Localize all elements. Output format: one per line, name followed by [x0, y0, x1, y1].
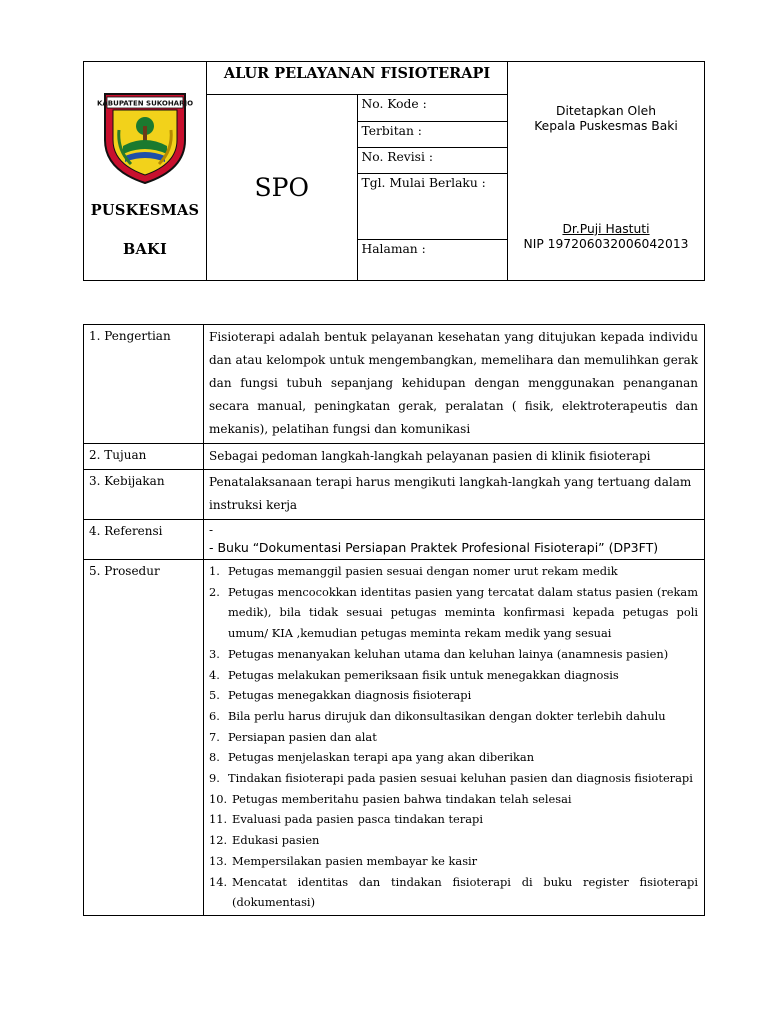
row-tujuan [84, 444, 705, 470]
field-halaman: Halaman : [357, 240, 508, 281]
org-name-line2: BAKI [122, 241, 168, 258]
kabupaten-logo [97, 90, 193, 186]
spo-label: SPO [207, 95, 358, 281]
procedure-step-number: 8. [209, 750, 220, 765]
text-kebijakan: Penatalaksanaan terapi harus mengikuti langkah-langkah yang tertuang dalam instruksi kerja [204, 470, 705, 520]
procedure-step-text: Petugas mencocokkan identitas pasien yang tercatat dalam status pasien (rekam medik), bila tidak sesuai petugas meminta konfirmasi kepada petugas poli umum/ KIA ,kemudian petugas meminta rekam medik yang sesuai [228, 584, 698, 641]
procedure-step-text: Edukasi pasien [232, 833, 320, 848]
approval-cell [508, 62, 705, 281]
procedure-step-text: Petugas memberitahu pasien bahwa tindakan telah selesai [232, 791, 572, 806]
field-tgl-mulai: Tgl. Mulai Berlaku : [357, 174, 508, 240]
procedure-step [209, 768, 698, 789]
procedure-step-number: 1. [209, 564, 220, 578]
procedure-step-number: 9. [209, 771, 220, 786]
text-pengertian: Fisioterapi adalah bentuk pelayanan kesehatan yang ditujukan kepada individu dan atau kelompok untuk mengembangkan, memelihara dan memulihkan gerak dan fungsi tubuh sepanjang kehidupan dengan menggunakan penanganan secara manual, peningkatan gerak, peralatan ( fisik, elektroterapeutis dan mekanis), pelatihan fungsi dan komunikasi [204, 325, 705, 444]
procedure-step-text: Petugas menegakkan diagnosis fisioterapi [228, 688, 472, 703]
logo-cell [84, 62, 207, 281]
procedure-step-number: 14. [209, 874, 228, 889]
procedure-step-number: 10. [209, 791, 228, 806]
procedure-step-number: 7. [209, 729, 220, 744]
procedure-step-text: Tindakan fisioterapi pada pasien sesuai keluhan pasien dan diagnosis fisioterapi [228, 771, 693, 786]
procedure-step-text: Mempersilakan pasien membayar ke kasir [232, 853, 478, 868]
procedure-step [209, 809, 698, 830]
field-revisi: No. Revisi : [357, 148, 508, 174]
text-referensi [204, 520, 705, 560]
row-referensi [84, 520, 705, 560]
field-terbitan: Terbitan : [357, 122, 508, 148]
procedure-step-text: Mencatat identitas dan tindakan fisioterapi di buku register fisioterapi (dokumentasi) [232, 874, 698, 910]
procedure-step [209, 872, 698, 913]
procedure-step-text: Petugas memanggil pasien sesuai dengan nomer urut rekam medik [228, 564, 618, 578]
procedure-step [209, 706, 698, 727]
referensi-line1: - [209, 523, 214, 537]
procedure-step [209, 685, 698, 706]
prosedur-cell [204, 560, 705, 916]
approval-line1: Ditetapkan Oleh [555, 104, 657, 118]
svg-text:KABUPATEN SUKOHARJO: KABUPATEN SUKOHARJO [97, 99, 193, 108]
approval-line2: Kepala Puskesmas Baki [534, 119, 678, 133]
procedure-step-text: Persiapan pasien dan alat [228, 729, 377, 744]
field-kode: No. Kode : [357, 95, 508, 122]
signer-name: Dr.Puji Hastuti [562, 222, 650, 236]
header-table [83, 61, 705, 281]
procedure-step-number: 12. [209, 833, 228, 848]
procedure-step-text: Bila perlu harus dirujuk dan dikonsultasikan dengan dokter terlebih dahulu [228, 708, 666, 723]
row-prosedur [84, 560, 705, 916]
procedure-step-text: Petugas menjelaskan terapi apa yang akan diberikan [228, 750, 535, 765]
procedure-step-text: Petugas menanyakan keluhan utama dan keluhan lainya (anamnesis pasien) [228, 646, 669, 661]
procedure-step-text: Evaluasi pada pasien pasca tindakan terapi [232, 812, 483, 827]
procedure-step-text: Petugas melakukan pemeriksaan fisik untuk menegakkan diagnosis [228, 667, 619, 682]
row-pengertian [84, 325, 705, 444]
procedure-step-number: 2. [209, 584, 220, 599]
procedure-step-number: 13. [209, 853, 228, 868]
procedure-step [209, 561, 698, 582]
document-title: ALUR PELAYANAN FISIOTERAPI [207, 62, 508, 95]
org-name-line1: PUSKESMAS [90, 202, 200, 219]
prosedur-steps [209, 561, 698, 913]
procedure-step-number: 11. [209, 812, 228, 827]
label-kebijakan: 3. Kebijakan [84, 470, 204, 520]
procedure-step [209, 582, 698, 644]
procedure-step [209, 851, 698, 872]
procedure-table [83, 324, 705, 916]
procedure-step-number: 3. [209, 646, 220, 661]
procedure-step [209, 830, 698, 851]
procedure-step [209, 789, 698, 810]
signer-nip: NIP 197206032006042013 [523, 237, 689, 251]
label-pengertian: 1. Pengertian [84, 325, 204, 444]
label-referensi: 4. Referensi [84, 520, 204, 560]
procedure-step-number: 5. [209, 688, 220, 703]
row-kebijakan [84, 470, 705, 520]
label-tujuan: 2. Tujuan [84, 444, 204, 470]
procedure-step [209, 747, 698, 768]
procedure-step [209, 727, 698, 748]
procedure-step-number: 6. [209, 708, 220, 723]
procedure-step [209, 665, 698, 686]
referensi-line2: - Buku “Dokumentasi Persiapan Praktek Profesional Fisioterapi” (DP3FT) [209, 540, 659, 555]
text-tujuan: Sebagai pedoman langkah-langkah pelayanan pasien di klinik fisioterapi [204, 444, 705, 470]
procedure-step-number: 4. [209, 667, 220, 682]
procedure-step [209, 644, 698, 665]
label-prosedur: 5. Prosedur [84, 560, 204, 916]
